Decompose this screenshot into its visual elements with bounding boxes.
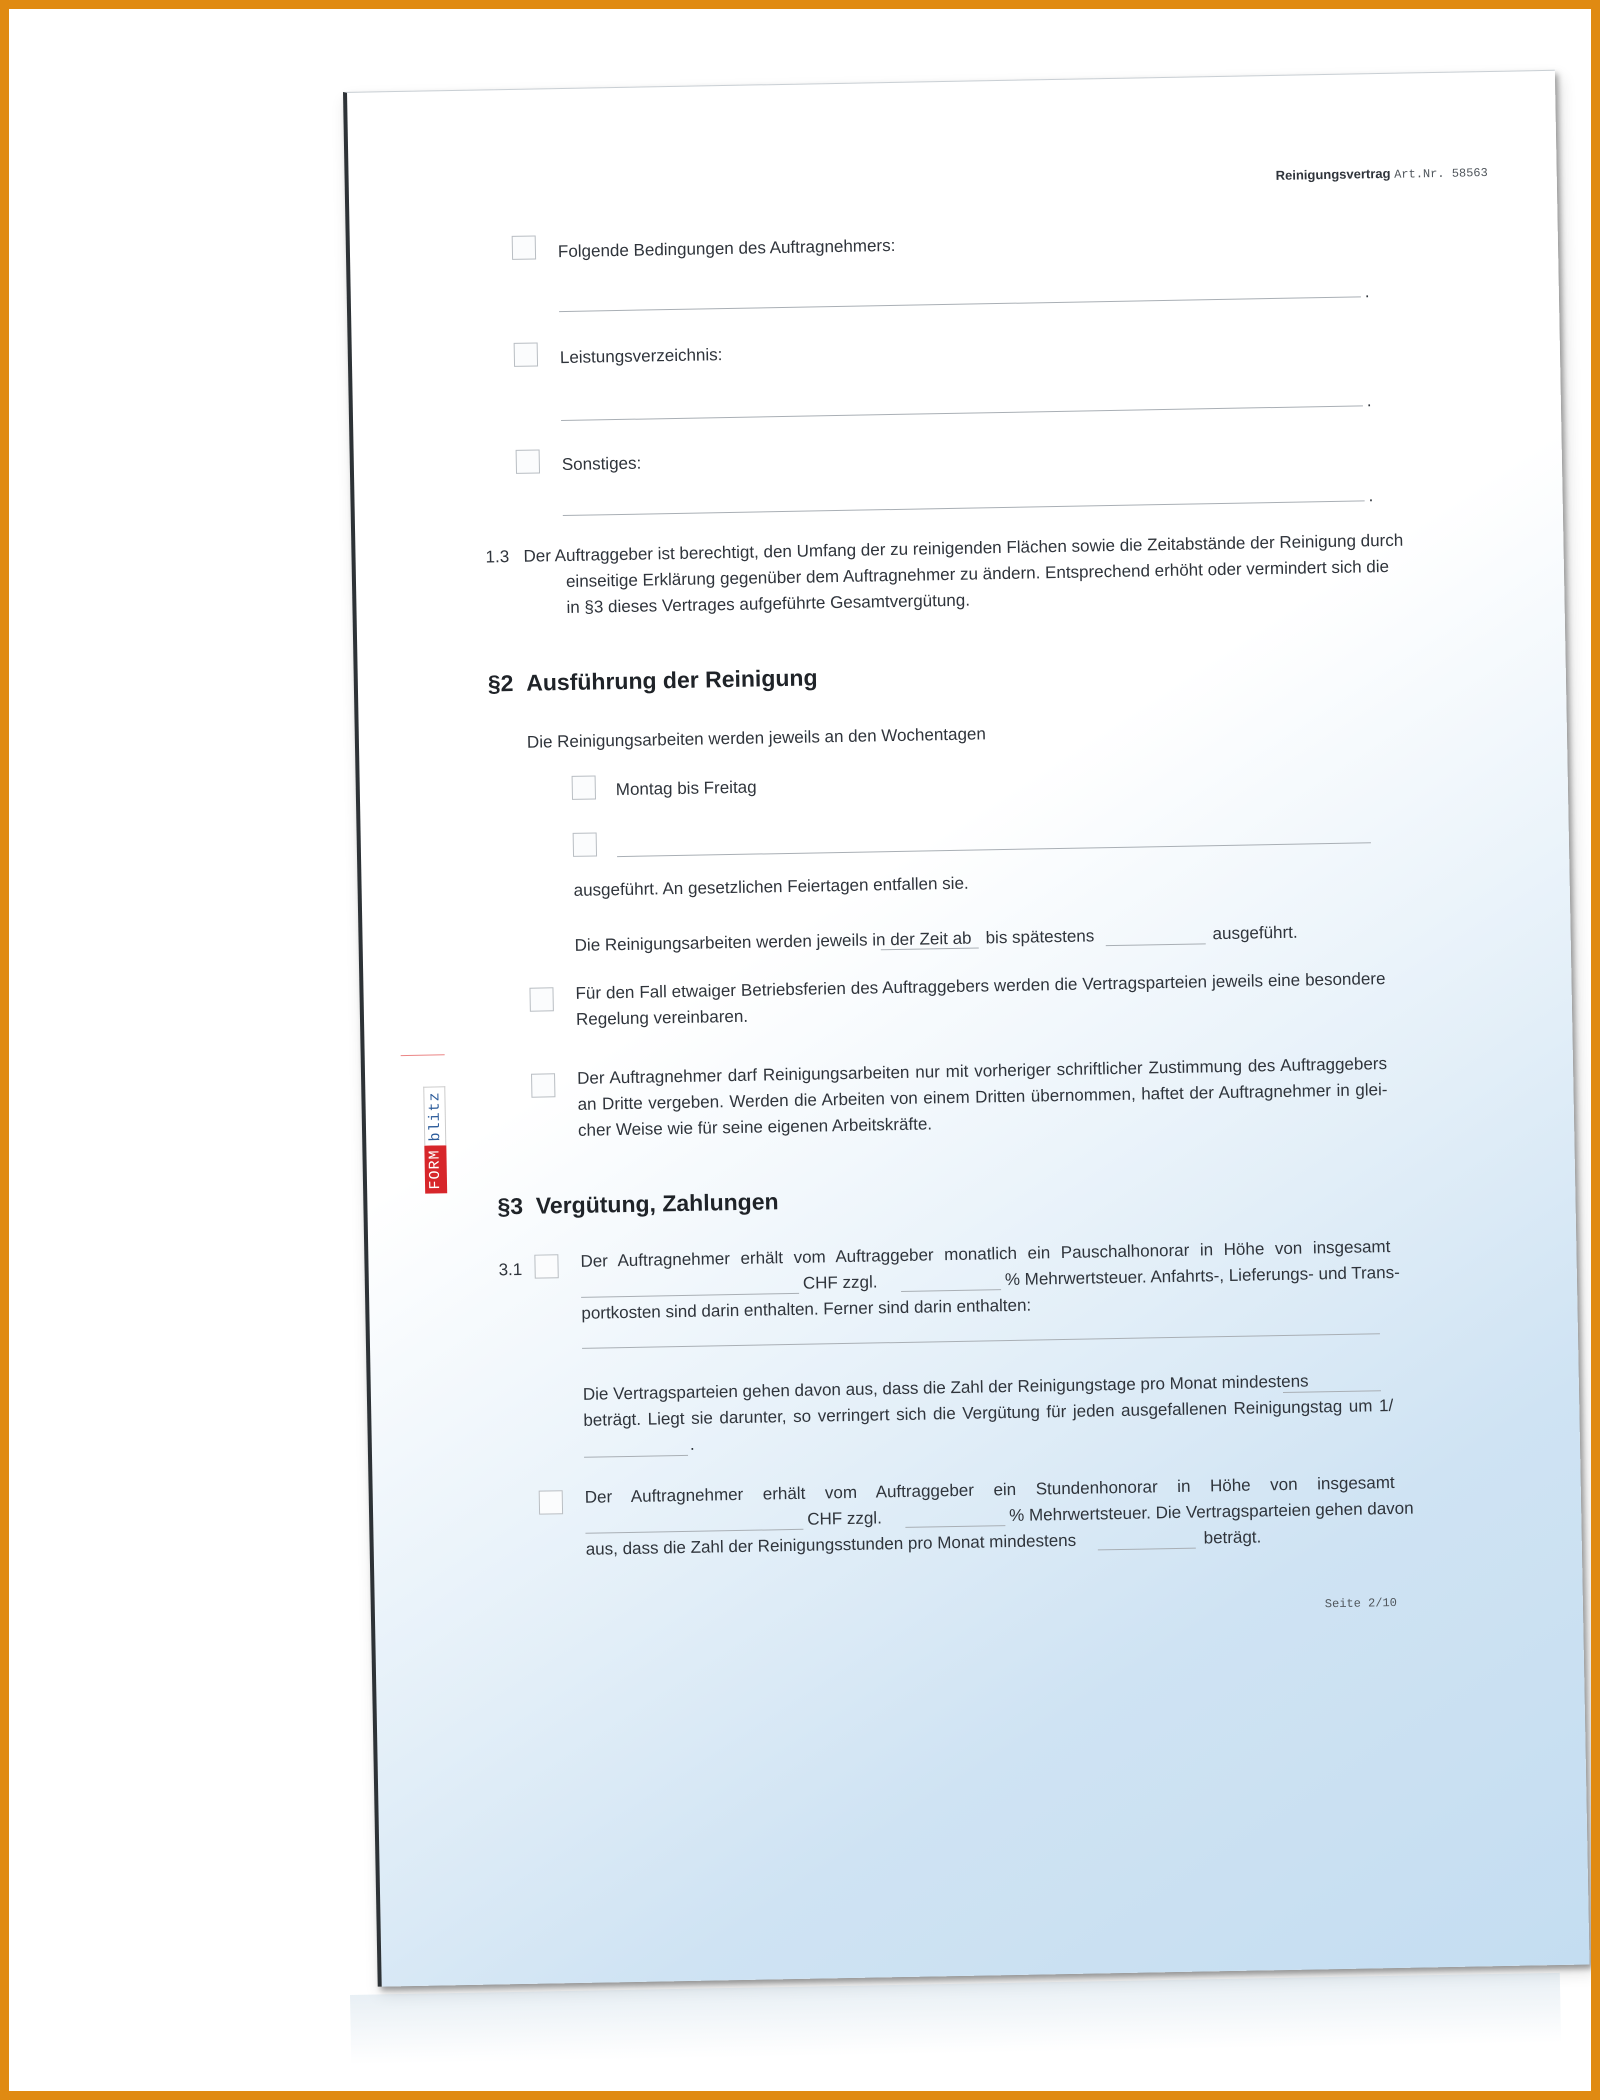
clause-number-3-1: 3.1 (498, 1259, 523, 1280)
flat-fee-text: Der Auftragnehmer erhält vom Auftraggeber monatlich ein Pauschalhonorar in Höhe von insgesamt (580, 1237, 1391, 1271)
option-label-contractor-conditions: Folgende Bedingungen des Auftragnehmers: (557, 235, 896, 262)
line-period: . (1366, 391, 1372, 411)
hourly-line-3a: aus, dass die Zahl der Reinigungsstunden pro Monat mindestens (585, 1530, 1077, 1559)
blank-reduction-fraction[interactable] (584, 1455, 688, 1458)
s2-time-text-c: ausgeführt. (1212, 922, 1298, 944)
flat-fee-vat-text: % Mehrwertsteuer. Anfahrts-, Lieferungs- und Trans- (1004, 1262, 1400, 1290)
days-period: . (689, 1434, 695, 1454)
chf-label: CHF zzgl. (802, 1272, 878, 1293)
hourly-line-3b: beträgt. (1203, 1527, 1262, 1548)
formblitz-logo (423, 1053, 448, 1193)
section-number: §3 (497, 1192, 524, 1220)
logo-form-text: FORM (424, 1145, 447, 1193)
blank-hourly-vat[interactable] (905, 1525, 1005, 1528)
s2-intro: Die Reinigungsarbeiten werden jeweils an den Wochentagen (526, 724, 987, 752)
checkbox-monday-friday[interactable] (572, 775, 596, 799)
hourly-text: Der Auftragnehmer erhält vom Auftraggeber ein Stundenhonorar in Höhe von insgesamt (584, 1472, 1395, 1507)
days-line-1: Die Vertragsparteien gehen davon aus, dass die Zahl der Reinigungstage pro Monat mindestens (582, 1371, 1309, 1404)
clause-1-3-line: einseitige Erklärung gegenüber dem Auftragnehmer zu ändern. Entsprechend erhöht oder vermindert sich die (565, 556, 1390, 591)
blank-time-until[interactable] (1106, 943, 1206, 946)
page-header (1276, 164, 1488, 184)
fill-line-other[interactable] (563, 500, 1365, 516)
checkbox-hourly-fee[interactable] (539, 1490, 563, 1514)
section-heading-2 (488, 664, 818, 697)
fill-line-service-list[interactable] (561, 405, 1363, 421)
checkbox-contractor-conditions[interactable] (512, 235, 536, 259)
article-number: Art.Nr. 58563 (1394, 166, 1488, 182)
third-party-clause-line: Der Auftragnehmer darf Reinigungsarbeiten nur mit vorheriger schriftlicher Zustimmung des Auftraggebers (576, 1054, 1388, 1088)
section-title: Vergütung, Zahlungen (535, 1188, 779, 1219)
fill-line-contractor-conditions[interactable] (559, 296, 1361, 312)
clause-number-1-3: 1.3 (485, 547, 510, 567)
section-heading-3 (497, 1188, 779, 1220)
blank-flat-fee-vat[interactable] (901, 1289, 1001, 1292)
blank-min-hours[interactable] (1098, 1548, 1196, 1551)
line-period: . (1364, 282, 1370, 302)
document-page (343, 70, 1590, 1987)
hourly-vat-text: % Mehrwertsteuer. Die Vertragsparteien gehen davon (1009, 1498, 1414, 1526)
s2-time-text-b: bis spätestens (985, 926, 1095, 948)
section-number: §2 (487, 669, 514, 697)
checkbox-third-party[interactable] (531, 1073, 555, 1097)
s2-executed-text: ausgeführt. An gesetzlichen Feiertagen entfallen sie. (573, 873, 969, 900)
s2-time-text-a: Die Reinigungsarbeiten werden jeweils in der Zeit ab (574, 928, 972, 955)
checkbox-other[interactable] (516, 449, 540, 473)
third-party-clause-text (577, 1051, 1388, 1144)
option-label-other: Sonstiges: (561, 453, 642, 475)
line-period: . (1368, 486, 1374, 506)
holiday-clause-text (575, 966, 1386, 1033)
doc-title: Reinigungsvertrag (1275, 165, 1391, 183)
clause-1-3-line: in §3 dieses Vertrages aufgeführte Gesamtvergütung. (566, 590, 971, 617)
fill-line-custom-days[interactable] (617, 842, 1371, 857)
checkbox-service-list[interactable] (514, 342, 538, 366)
checkbox-custom-days[interactable] (573, 832, 597, 856)
flat-fee-line-3: portkosten sind darin enthalten. Ferner sind darin enthalten: (581, 1295, 1032, 1323)
holiday-clause-line: Regelung vereinbaren. (575, 1006, 749, 1029)
checkbox-company-holidays[interactable] (529, 987, 553, 1011)
chf-label: CHF zzgl. (807, 1508, 883, 1529)
option-label-service-list: Leistungsverzeichnis: (559, 345, 723, 368)
third-party-clause-line: cher Weise wie für seine eigenen Arbeitskräfte. (577, 1114, 933, 1140)
checkbox-flat-fee[interactable] (534, 1254, 558, 1278)
section-title: Ausführung der Reinigung (525, 664, 818, 696)
days-text: beträgt. Liegt sie darunter, so verringert sich die Vergütung für jeden ausgefallenen Reinigungstag um 1/ (583, 1395, 1394, 1430)
option-label-monday-friday: Montag bis Freitag (615, 777, 757, 800)
page-number: Seite 2/10 (1324, 1595, 1398, 1612)
logo-blitz-text: blitz (423, 1086, 446, 1145)
clause-1-3-line: Der Auftraggeber ist berechtigt, den Umfang der zu reinigenden Flächen sowie die Zeitabstände der Reinigung durch (523, 530, 1404, 566)
third-party-clause-line: an Dritte vergeben. Werden die Arbeiten von einem Dritten übernommen, haftet der Auftragnehmer in glei- (577, 1080, 1388, 1114)
holiday-clause-line: Für den Fall etwaiger Betriebsferien des Auftraggebers werden die Vertragsparteien jeweils eine besondere (575, 969, 1386, 1003)
fill-line-included-services[interactable] (582, 1333, 1380, 1349)
